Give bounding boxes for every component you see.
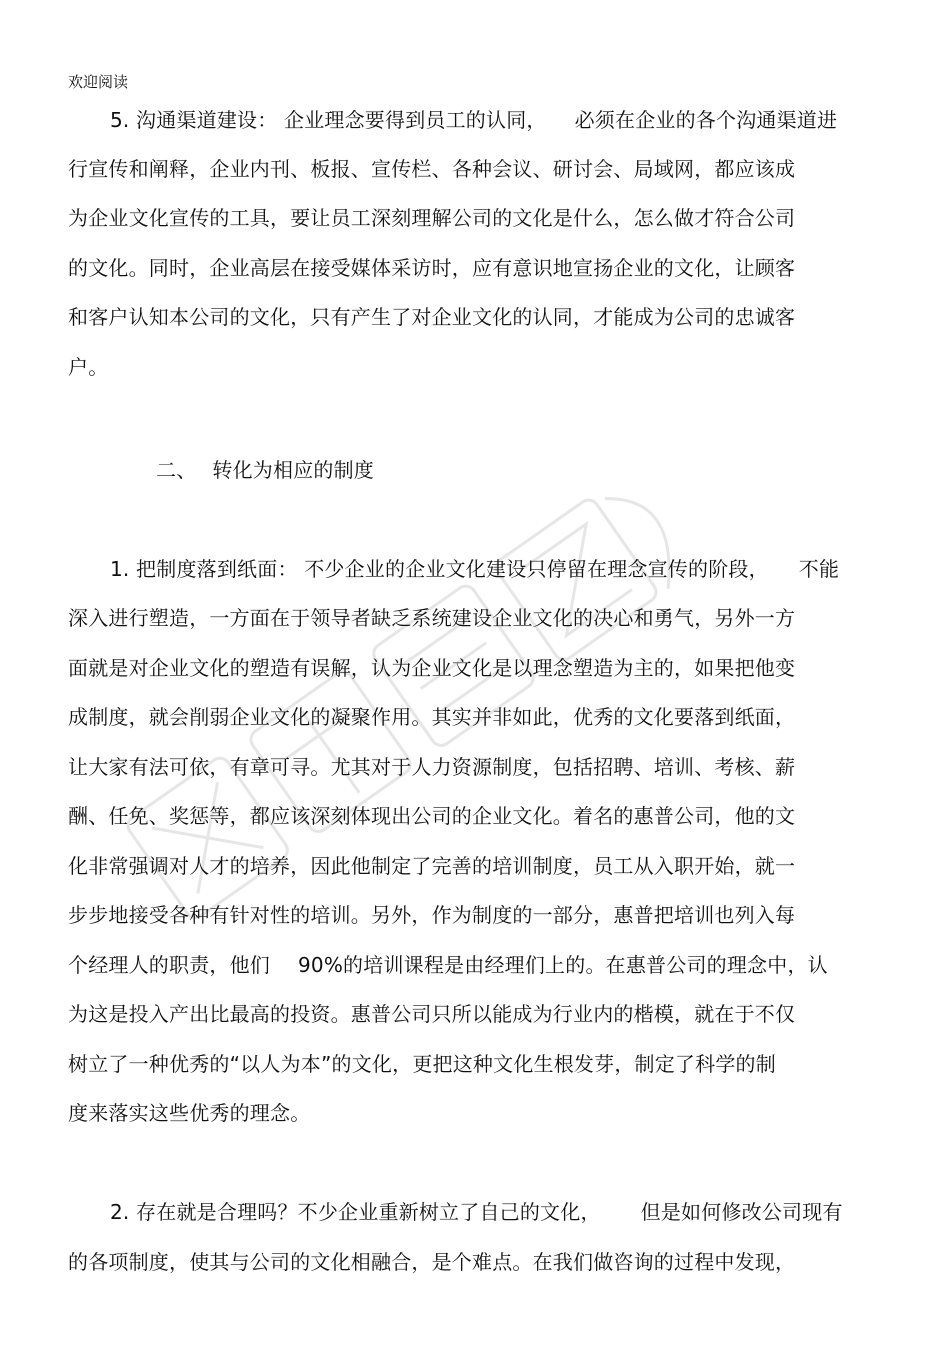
section-title: 转化为相应的制度: [212, 458, 375, 482]
paragraph-line: [68, 951, 828, 979]
paragraph-text: 2. 存在就是合理吗？不少企业重新树立了自己的文化，: [110, 1200, 601, 1224]
paragraph-text: 不能: [798, 557, 840, 581]
paragraph-line: 和客户认知本公司的文化，只有产生了对企业文化的认同，才能成为公司的忠诚客: [68, 305, 796, 329]
paragraph-text: 但是如何修改公司现有: [640, 1200, 843, 1224]
paragraph-line: 行宣传和阐释，企业内刊、板报、宣传栏、各种会议、研讨会、局域网，都应该成: [68, 157, 796, 181]
section-heading: [156, 456, 374, 484]
paragraph-line: 酬、任免、奖惩等，都应该深刻体现出公司的企业文化。着名的惠普公司，他的文: [68, 804, 796, 828]
paragraph-line: 面就是对企业文化的塑造有误解，认为企业文化是以理念塑造为主的，如果把他变: [68, 656, 796, 680]
paragraph-line: 深入进行塑造，一方面在于领导者缺乏系统建设企业文化的决心和勇气，另外一方: [68, 606, 796, 630]
paragraph-line: 户。: [68, 355, 109, 379]
paragraph-line: 树立了一种优秀的“以人为本”的文化，更把这种文化生根发芽，制定了科学的制: [68, 1052, 776, 1076]
paragraph-text: 90%的培训课程是由经理们上的。在惠普公司的理念中，认: [298, 953, 828, 977]
section-number: 二、: [156, 458, 197, 482]
page-header: 欢迎阅读: [68, 73, 129, 91]
paragraph-line: 化非常强调对人才的培养，因此他制定了完善的培训制度，员工从入职开始，就一: [68, 854, 796, 878]
paragraph-line: 的各项制度，使其与公司的文化相融合，是个难点。在我们做咨询的过程中发现，: [68, 1250, 796, 1274]
paragraph-text: 必须在企业的各个沟通渠道进: [574, 108, 838, 132]
paragraph-line: 步步地接受各种有针对性的培训。另外，作为制度的一部分，惠普把培训也列入每: [68, 903, 796, 927]
paragraph-line: 让大家有法可依，有章可寻。尤其对于人力资源制度，包括招聘、培训、考核、薪: [68, 755, 796, 779]
paragraph-line: 为企业文化宣传的工具，要让员工深刻理解公司的文化是什么，怎么做才符合公司: [68, 206, 796, 230]
paragraph-text: 个经理人的职责，他们: [68, 953, 270, 977]
paragraph-line: [110, 106, 837, 134]
paragraph-text: 5. 沟通渠道建设： 企业理念要得到员工的认同，: [110, 108, 547, 132]
paragraph-line: 为这是投入产出比最高的投资。惠普公司只所以能成为行业内的楷模，就在于不仅: [68, 1002, 796, 1026]
paragraph-line: [110, 555, 839, 583]
paragraph-line: [110, 1198, 843, 1226]
paragraph-line: 度来落实这些优秀的理念。: [68, 1101, 311, 1125]
paragraph-line: 的文化。同时，企业高层在接受媒体采访时，应有意识地宣扬企业的文化，让顾客: [68, 256, 796, 280]
paragraph-line: 成制度，就会削弱企业文化的凝聚作用。其实并非如此，优秀的文化要落到纸面，: [68, 705, 796, 729]
paragraph-text: 1. 把制度落到纸面： 不少企业的企业文化建设只停留在理念宣传的阶段，: [110, 557, 769, 581]
